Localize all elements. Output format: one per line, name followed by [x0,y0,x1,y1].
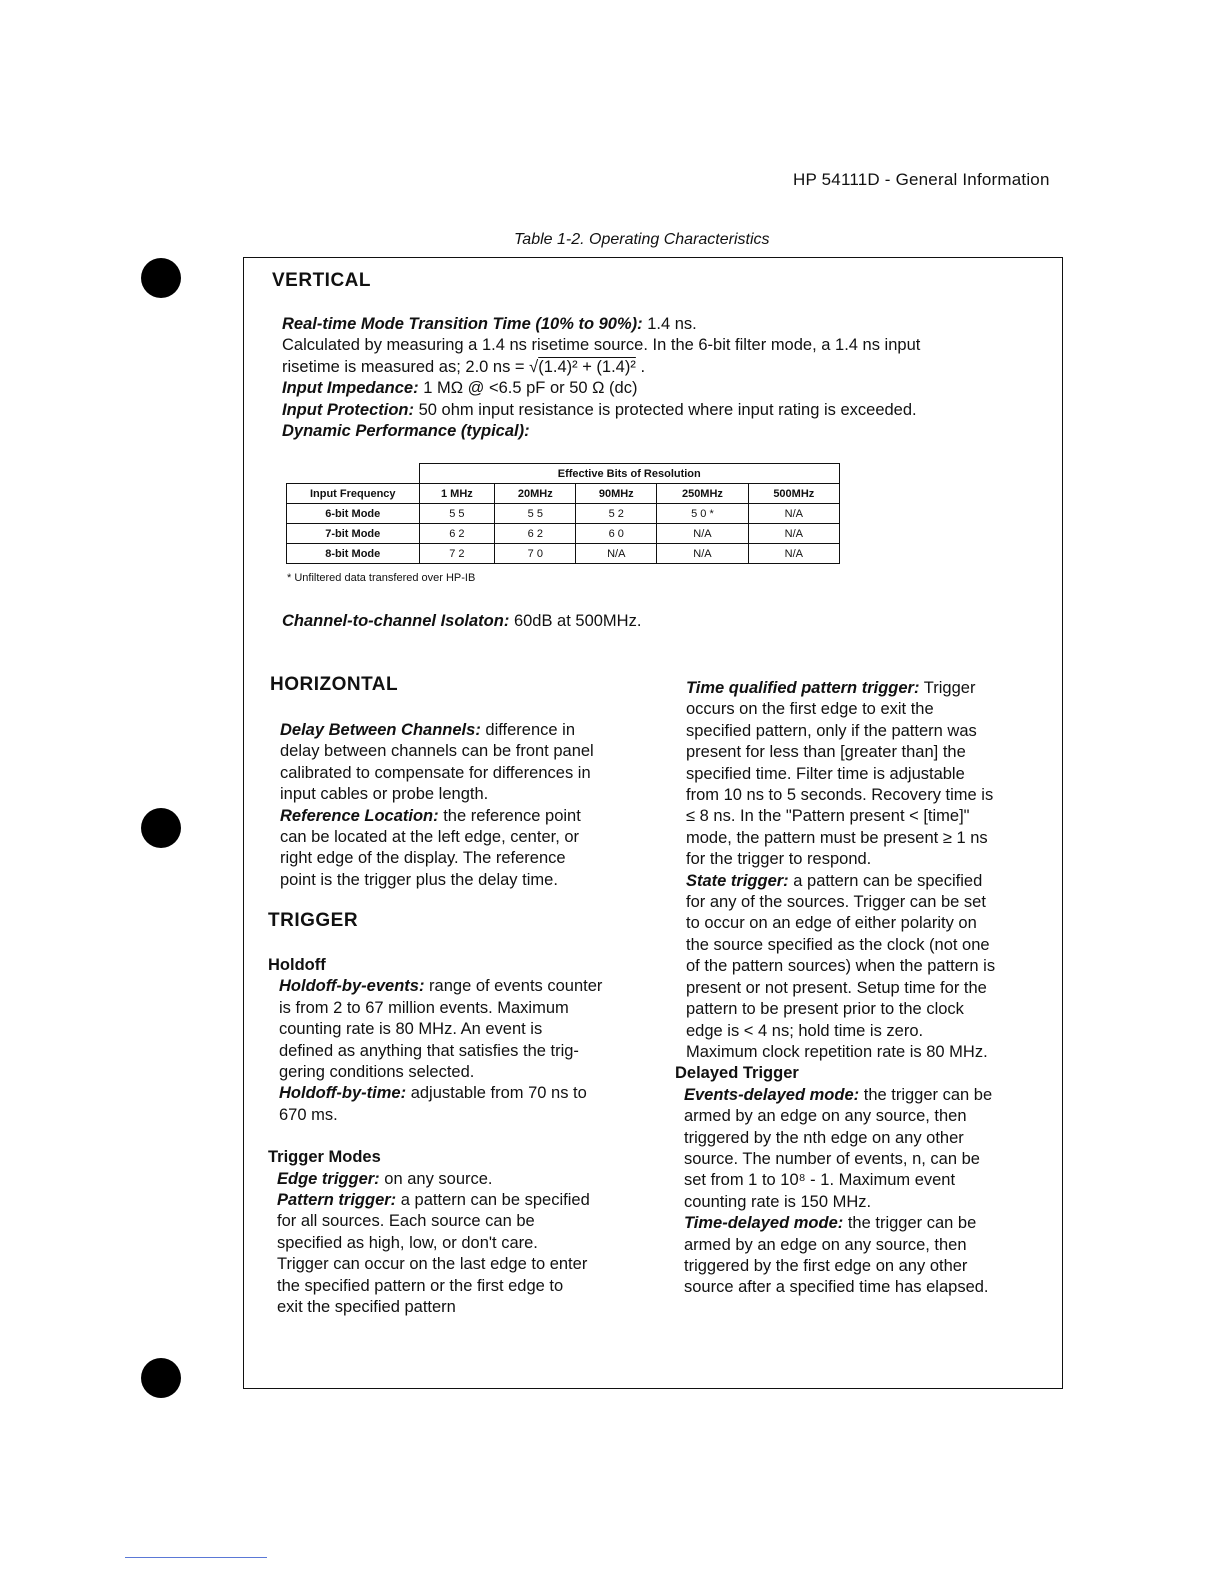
hbt-text: adjustable from 70 ns to [410,1084,587,1103]
table-row-label: 6-bit Mode [287,504,420,524]
table-row [287,504,840,524]
section-heading-horizontal: HORIZONTAL [270,674,399,695]
hbt-line [279,1083,668,1104]
time-text: triggered by the first edge on any other [684,1256,968,1275]
state-label: State trigger: [686,871,789,890]
hbt-text: 670 ms. [279,1105,338,1124]
impedance-value: 1 MΩ @ <6.5 pF or 50 Ω (dc) [423,379,638,398]
pattern-line [277,1190,668,1211]
table-group-header-row [287,464,840,484]
hbe-label: Holdoff-by-events: [279,977,425,996]
ref-text: right edge of the display. The reference [280,849,566,868]
table-cell: 6 2 [495,524,576,544]
holdoff-content [268,976,668,1126]
horizontal-block [280,720,670,891]
delay-text: calibrated to compensate for differences in [280,763,591,782]
punch-hole-middle [141,808,181,848]
tq-text: specified time. Filter time is adjustable [686,764,965,783]
pattern-text: exit the specified pattern [277,1298,456,1317]
right-column-block [675,678,1055,1299]
delay-text: delay between channels can be front panel [280,742,594,761]
dynamic-label: Dynamic Performance (typical): [282,422,530,441]
hbe-line [279,976,668,997]
table-cell: 5 5 [419,504,495,524]
table-cell: 7 2 [419,544,495,564]
tq-content [675,678,1055,1063]
protection-label: Input Protection: [282,400,414,419]
trigger-block [268,955,668,1319]
ref-text: point is the trigger plus the delay time. [280,870,558,889]
transition-spec [282,314,1042,335]
state-text: to occur on an edge of either polarity on [686,914,977,933]
edge-text: on any source. [384,1169,493,1188]
ref-line [280,806,670,827]
state-text: Maximum clock repetition rate is 80 MHz. [686,1042,988,1061]
ref-label: Reference Location: [280,806,439,825]
table-row [287,524,840,544]
bottom-rule [125,1557,267,1558]
vertical-block [282,314,1042,442]
time-label: Time-delayed mode: [684,1214,844,1233]
tq-text: specified pattern, only if the pattern was [686,721,977,740]
time-text: the trigger can be [847,1214,977,1233]
delay-line [280,720,670,741]
table-cell: N/A [748,524,839,544]
table-cell: 5 5 [495,504,576,524]
impedance-label: Input Impedance: [282,379,419,398]
tq-line [686,678,1055,699]
time-text: source after a specified time has elapsed. [684,1278,989,1297]
hbe-text: is from 2 to 67 million events. Maximum [279,998,569,1017]
effective-bits-table [286,463,840,564]
events-text: triggered by the nth edge on any other [684,1128,964,1147]
table-cell: N/A [748,504,839,524]
delay-label: Delay Between Channels: [280,721,481,739]
section-heading-trigger: TRIGGER [268,910,359,931]
table-cell: 6 2 [419,524,495,544]
table-cell: 6 0 [576,524,657,544]
calc-prefix: risetime is measured as; 2.0 ns = √ [282,357,539,376]
pattern-text: Trigger can occur on the last edge to enter [277,1255,588,1274]
running-header: HP 54111D - General Information [793,170,1050,189]
tq-text: present for less than [greater than] the [686,743,966,762]
time-text: armed by an edge on any source, then [684,1235,967,1254]
table-caption: Table 1-2. Operating Characteristics [514,231,770,248]
table-col-header: 20MHz [495,484,576,504]
state-text: present or not present. Setup time for the [686,978,987,997]
table-row-label: 8-bit Mode [287,544,420,564]
transition-label: Real-time Mode Transition Time (10% to 90%): [282,315,643,333]
state-text: pattern to be present prior to the clock [686,1000,964,1019]
trigger-modes-heading: Trigger Modes [268,1148,381,1167]
delayed-content [675,1085,1055,1299]
calc-line-1: Calculated by measuring a 1.4 ns risetime source. In the 6-bit filter mode, a 1.4 ns input [282,336,921,355]
pattern-text: specified as high, low, or don't care. [277,1233,538,1252]
tq-text: occurs on the first edge to exit the [686,700,934,719]
protection-spec [282,400,1042,421]
events-text: counting rate is 150 MHz. [684,1192,872,1211]
table-corner-header: Input Frequency [287,484,420,504]
table-col-header: 500MHz [748,484,839,504]
edge-label: Edge trigger: [277,1169,380,1188]
tq-text: mode, the pattern must be present ≥ 1 ns [686,828,988,847]
dynamic-spec [282,421,1042,442]
punch-hole-top [141,258,181,298]
ref-text: the reference point [443,806,581,825]
table-empty-cell [287,464,420,484]
table-row [287,544,840,564]
table-cell: 7 0 [495,544,576,564]
ref-text: can be located at the left edge, center, or [280,828,580,847]
isolation-label: Channel-to-channel Isolaton: [282,612,510,630]
events-text: set from 1 to 10⁸ - 1. Maximum event [684,1171,956,1190]
events-label: Events-delayed mode: [684,1085,860,1104]
table-cell: N/A [657,544,748,564]
isolation-spec [282,611,641,632]
table-row-label: 7-bit Mode [287,524,420,544]
tq-text: Trigger [923,679,976,697]
section-heading-vertical: VERTICAL [272,270,371,291]
table-footnote: * Unfiltered data transfered over HP-IB [287,572,476,584]
calc-suffix: . [640,357,646,376]
pattern-text: a pattern can be specified [400,1191,590,1210]
hbt-label: Holdoff-by-time: [279,1084,407,1103]
state-text: of the pattern sources) when the pattern is [686,957,996,976]
table-cell: 5 2 [576,504,657,524]
events-text: source. The number of events, n, can be [684,1149,980,1168]
table-group-header: Effective Bits of Resolution [419,464,840,484]
pattern-text: for all sources. Each source can be [277,1212,535,1231]
time-line [684,1213,1055,1234]
table-cell: 5 0 * [657,504,748,524]
state-text: the source specified as the clock (not one [686,935,990,954]
trigger-modes-content [268,1169,668,1319]
state-line [686,871,1055,892]
events-text: the trigger can be [863,1085,993,1104]
table-cell: N/A [748,544,839,564]
state-text: for any of the sources. Trigger can be set [686,893,986,912]
table-header-row [287,484,840,504]
tq-text: ≤ 8 ns. In the "Pattern present < [time]" [686,807,970,826]
hbe-text: counting rate is 80 MHz. An event is [279,1020,543,1039]
table-cell: N/A [657,524,748,544]
holdoff-heading: Holdoff [268,956,326,974]
delay-text: difference in [485,721,575,739]
pattern-label: Pattern trigger: [277,1191,397,1210]
hbe-text: range of events counter [429,977,603,996]
tq-text: for the trigger to respond. [686,850,872,869]
calc-radicand: (1.4)² + (1.4)² [538,357,636,376]
table-col-header: 90MHz [576,484,657,504]
edge-line [277,1169,668,1190]
table-col-header: 1 MHz [419,484,495,504]
table-col-header: 250MHz [657,484,748,504]
events-line [684,1085,1055,1106]
transition-value: 1.4 ns. [647,315,697,333]
events-text: armed by an edge on any source, then [684,1107,967,1126]
table-cell: N/A [576,544,657,564]
delayed-trigger-heading: Delayed Trigger [675,1064,799,1083]
tq-text: from 10 ns to 5 seconds. Recovery time is [686,786,994,805]
calc-line-2 [282,357,1042,378]
impedance-spec [282,378,1042,399]
delay-text: input cables or probe length. [280,785,489,804]
punch-hole-bottom [141,1358,181,1398]
state-text: edge is < 4 ns; hold time is zero. [686,1021,924,1040]
hbe-text: gering conditions selected. [279,1063,475,1082]
pattern-text: the specified pattern or the first edge to [277,1276,564,1295]
hbe-text: defined as anything that satisfies the trig- [279,1041,579,1060]
tq-label: Time qualified pattern trigger: [686,679,920,697]
state-text: a pattern can be specified [793,871,983,890]
isolation-value: 60dB at 500MHz. [513,612,642,630]
protection-value: 50 ohm input resistance is protected where input rating is exceeded. [418,400,917,419]
